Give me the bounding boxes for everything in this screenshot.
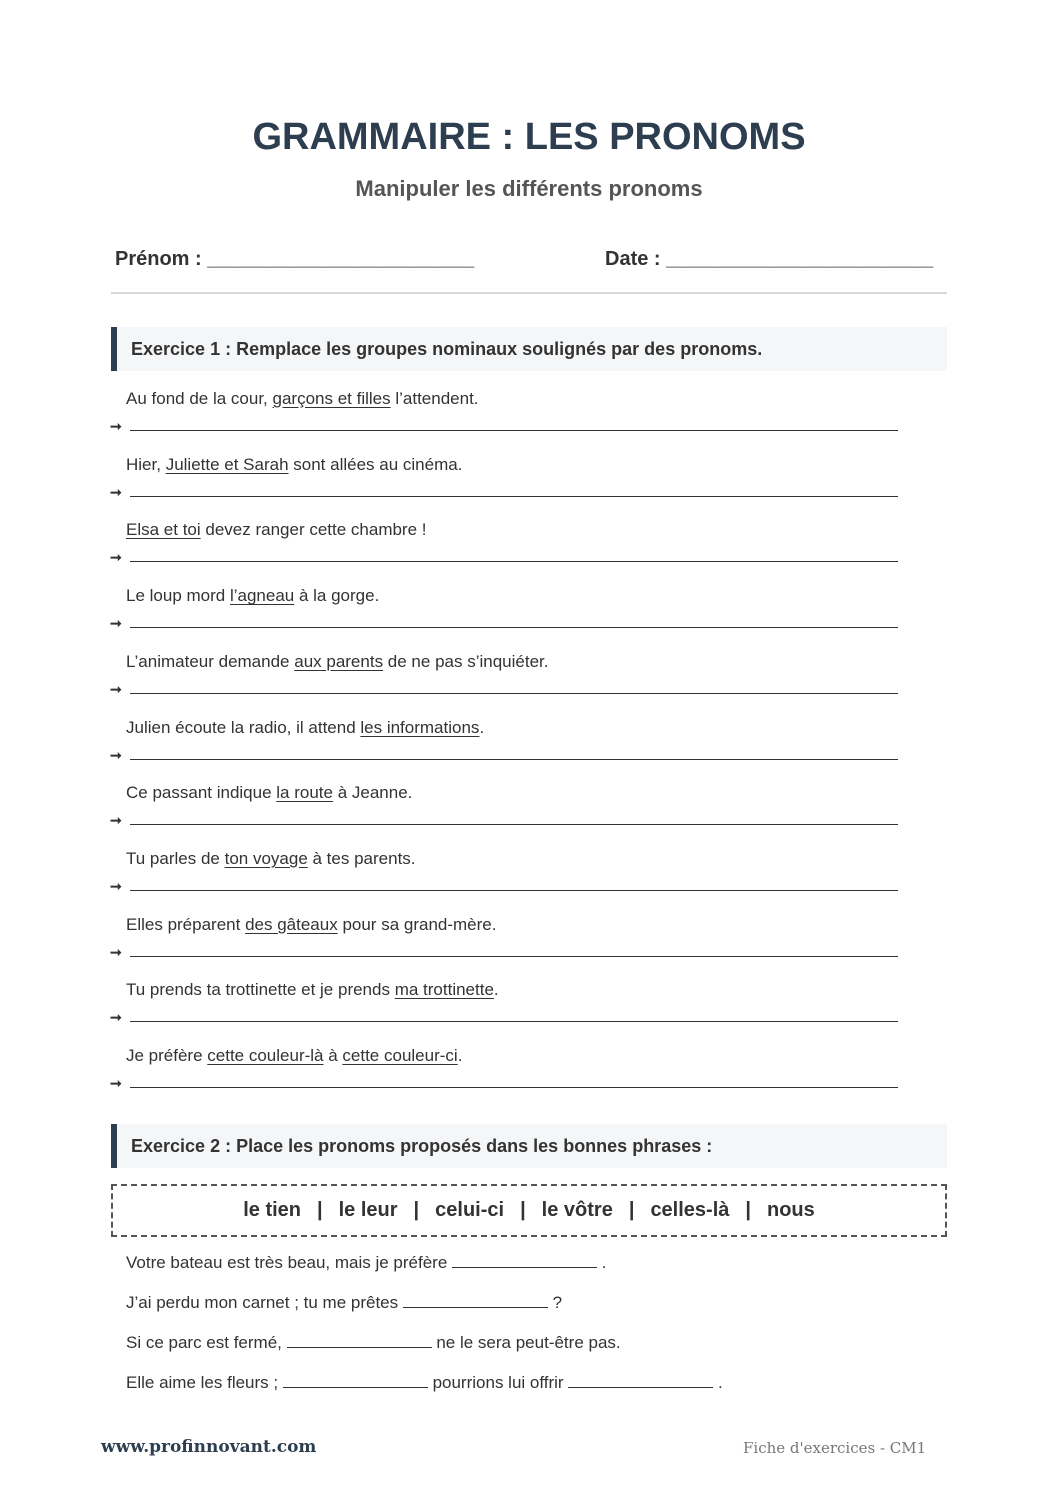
sentence-text: Ce passant indique — [126, 783, 277, 803]
page-subtitle: Manipuler les différents pronoms — [355, 176, 703, 201]
fill-in-sentence — [126, 1373, 723, 1393]
answer-line[interactable] — [110, 745, 898, 765]
word-bank-item: le tien — [243, 1199, 301, 1221]
sentence-text: . — [479, 717, 485, 737]
answer-line[interactable] — [110, 876, 898, 896]
exercise1-sentence — [126, 783, 412, 803]
arrow-icon: ➞ — [110, 1075, 122, 1091]
underlined-group: des gâteaux — [245, 914, 338, 934]
answer-line[interactable] — [110, 547, 898, 567]
arrow-icon: ➞ — [110, 680, 122, 697]
sentence-text: pour sa grand-mère. — [337, 914, 497, 934]
underlined-group: cette couleur-ci — [342, 1046, 458, 1065]
word-bank-item: nous — [767, 1199, 815, 1221]
answer-line[interactable] — [110, 416, 898, 436]
sentence-text: Au fond de la cour, — [126, 389, 273, 408]
answer-blank[interactable] — [130, 679, 898, 694]
arrow-icon: ➞ — [110, 1009, 122, 1026]
fill-blank[interactable] — [568, 1375, 713, 1388]
fill-blank[interactable] — [283, 1375, 428, 1388]
word-bank-item: celui-ci — [435, 1199, 505, 1221]
answer-line[interactable] — [110, 613, 898, 633]
exercise1-sentence — [126, 455, 462, 475]
sentence-text: Hier, — [126, 454, 166, 474]
word-separator: | — [628, 1199, 635, 1221]
fill-blank[interactable] — [287, 1335, 432, 1348]
footer-website: www.profinnovant.com — [101, 1437, 317, 1457]
answer-line[interactable] — [110, 482, 898, 502]
sentence-text: sont allées au cinéma. — [288, 454, 463, 474]
arrow-icon: ➞ — [110, 877, 122, 894]
exercise1-heading: Exercice 1 : Remplace les groupes nominaux soulignés par des pronoms. — [131, 339, 763, 359]
exercise1-sentence — [126, 520, 427, 540]
prenom-blank: ________________________ — [207, 248, 475, 270]
exercise1-sentence — [126, 980, 499, 1000]
sentence-text: Julien écoute la radio, il attend — [126, 717, 361, 737]
exercise2-header — [111, 1124, 947, 1168]
answer-line[interactable] — [110, 810, 898, 830]
underlined-group: garçons et filles — [272, 389, 391, 408]
sentence-text: devez ranger cette chambre ! — [200, 520, 427, 540]
exercise1-sentence — [126, 1046, 462, 1066]
sentence-text: Si ce parc est fermé, — [126, 1333, 287, 1352]
date-field[interactable] — [605, 248, 933, 271]
answer-blank[interactable] — [130, 810, 898, 825]
sentence-text: à tes parents. — [307, 848, 416, 868]
answer-blank[interactable] — [130, 876, 898, 891]
answer-line[interactable] — [110, 942, 898, 962]
word-separator: | — [413, 1199, 420, 1221]
answer-blank[interactable] — [130, 942, 898, 957]
prenom-field[interactable] — [115, 248, 474, 271]
word-bank-item: celles-là — [650, 1199, 730, 1221]
word-bank — [111, 1184, 947, 1237]
sentence-text: J’ai perdu mon carnet ; tu me prêtes — [126, 1293, 403, 1312]
arrow-icon: ➞ — [110, 812, 122, 829]
sentence-text: à la gorge. — [294, 586, 380, 606]
sentence-text: Votre bateau est très beau, mais je préfère — [126, 1253, 453, 1272]
sentence-text: Le loup mord — [126, 586, 230, 606]
fill-in-sentence — [126, 1253, 606, 1273]
arrow-icon: ➞ — [110, 549, 122, 566]
underlined-group: la route — [276, 783, 333, 803]
sentence-text: . — [457, 1046, 463, 1065]
underlined-group: aux parents — [294, 651, 384, 671]
prenom-label: Prénom : — [115, 248, 202, 270]
sentence-text: l’attendent. — [390, 389, 479, 408]
underlined-group: ton voyage — [224, 848, 308, 868]
underlined-group: Juliette et Sarah — [165, 454, 289, 474]
sentence-text: Je préfère — [126, 1046, 208, 1065]
answer-blank[interactable] — [130, 416, 898, 431]
arrow-icon: ➞ — [110, 418, 122, 434]
underlined-group: les informations — [360, 717, 480, 737]
sentence-text: ? — [547, 1293, 563, 1312]
sentence-text: pourrions lui offrir — [427, 1373, 569, 1392]
date-blank: ________________________ — [666, 248, 934, 270]
answer-line[interactable] — [110, 1007, 898, 1027]
word-separator: | — [520, 1199, 526, 1221]
underlined-group: cette couleur-là — [207, 1046, 324, 1065]
sentence-text: Elles préparent — [126, 914, 246, 934]
arrow-icon: ➞ — [110, 483, 122, 500]
arrow-icon: ➞ — [110, 943, 122, 960]
answer-line[interactable] — [110, 1073, 898, 1093]
exercise1-sentence — [126, 718, 484, 738]
word-bank-item: le vôtre — [541, 1199, 613, 1221]
answer-blank[interactable] — [130, 482, 898, 497]
sentence-text: de ne pas s’inquiéter. — [383, 651, 549, 671]
sentence-text: à Jeanne. — [332, 783, 413, 803]
fill-in-sentence — [126, 1293, 562, 1313]
exercise1-sentence — [126, 652, 548, 672]
exercise1-sentence — [126, 586, 379, 606]
exercise1-sentence — [126, 915, 496, 935]
arrow-icon: ➞ — [110, 746, 122, 763]
sentence-text: ne le sera peut-être pas. — [431, 1333, 621, 1352]
answer-blank[interactable] — [130, 745, 898, 760]
page-title: GRAMMAIRE : LES PRONOMS — [252, 116, 806, 158]
footer-label: Fiche d'exercices - CM1 — [743, 1439, 927, 1457]
sentence-text: Tu prends ta trottinette et je prends — [126, 980, 395, 1000]
header-divider — [111, 292, 947, 294]
sentence-text: . — [493, 980, 499, 1000]
fill-blank[interactable] — [452, 1255, 597, 1268]
answer-line[interactable] — [110, 679, 898, 699]
word-separator: | — [317, 1199, 323, 1221]
date-label: Date : — [605, 248, 661, 270]
sentence-text: à — [323, 1046, 343, 1065]
exercise1-sentence — [126, 849, 416, 869]
exercise1-sentence — [126, 389, 479, 409]
sentence-text: L’animateur demande — [126, 651, 295, 671]
underlined-group: ma trottinette — [394, 980, 494, 1000]
sentence-text: . — [713, 1373, 723, 1392]
answer-blank[interactable] — [130, 1007, 898, 1022]
fill-in-sentence — [126, 1333, 621, 1353]
underlined-group: Elsa et toi — [126, 520, 201, 540]
answer-blank[interactable] — [130, 613, 898, 628]
answer-blank[interactable] — [130, 547, 898, 562]
sentence-text: . — [597, 1253, 607, 1272]
underlined-group: l’agneau — [229, 586, 295, 606]
exercise1-header — [111, 327, 947, 371]
exercise2-heading: Exercice 2 : Place les pronoms proposés dans les bonnes phrases : — [131, 1136, 713, 1156]
word-separator: | — [745, 1199, 751, 1221]
sentence-text: Elle aime les fleurs ; — [126, 1373, 283, 1392]
fill-blank[interactable] — [403, 1295, 548, 1308]
arrow-icon: ➞ — [110, 615, 122, 632]
word-bank-item: le leur — [338, 1199, 398, 1221]
sentence-text: Tu parles de — [126, 848, 225, 868]
answer-blank[interactable] — [130, 1073, 898, 1088]
